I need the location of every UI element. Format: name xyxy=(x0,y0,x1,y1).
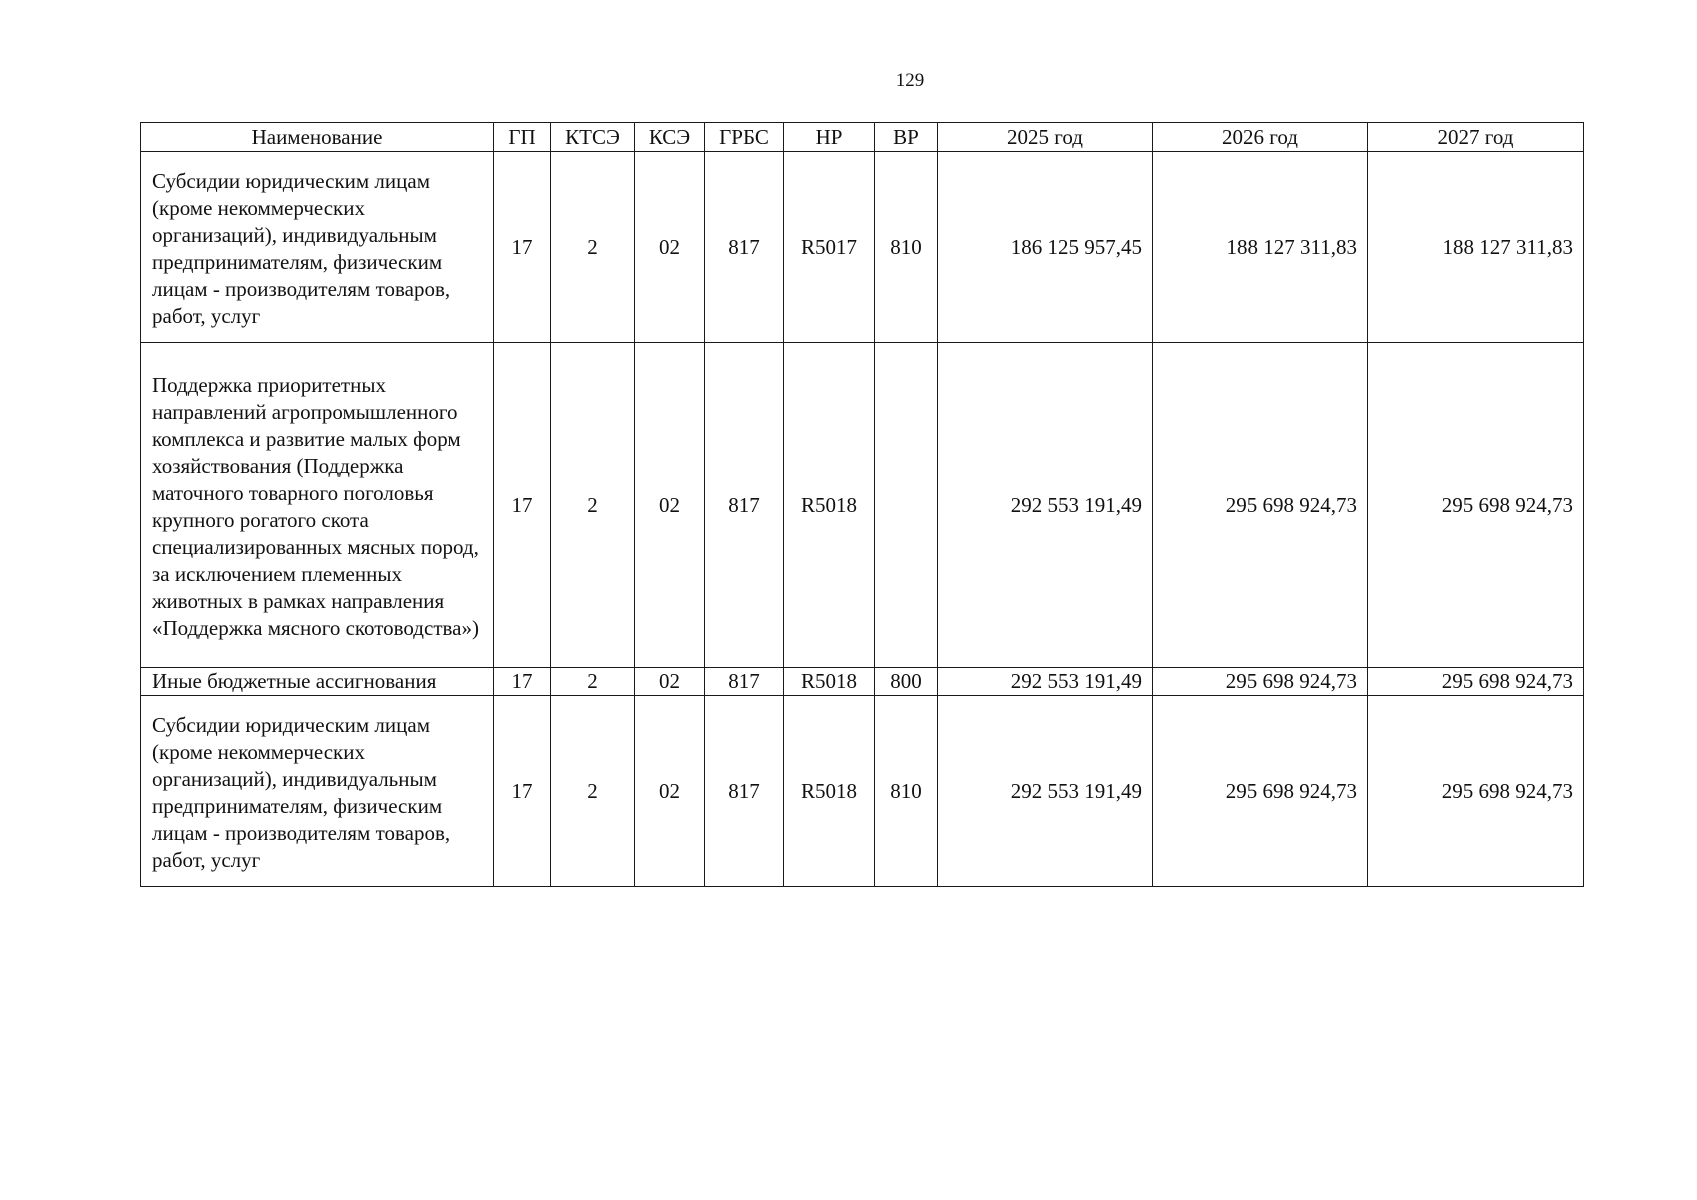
row-vr: 810 xyxy=(875,152,938,343)
row-kse: 02 xyxy=(635,152,705,343)
row-vr: 810 xyxy=(875,696,938,887)
row-name: Субсидии юридическим лицам (кроме некоммерческих организаций), индивидуальным предпринимателям, физическим лицам - производителям товаров, работ, услуг xyxy=(141,696,494,887)
row-2025: 292 553 191,49 xyxy=(938,668,1153,696)
row-name: Иные бюджетные ассигнования xyxy=(141,668,494,696)
row-gp: 17 xyxy=(494,152,551,343)
table-row xyxy=(141,152,1584,343)
row-kse: 02 xyxy=(635,668,705,696)
row-ktse: 2 xyxy=(551,668,635,696)
row-grbs: 817 xyxy=(705,696,784,887)
table-row xyxy=(141,696,1584,887)
row-2027: 295 698 924,73 xyxy=(1368,668,1584,696)
row-2026: 295 698 924,73 xyxy=(1153,343,1368,668)
page-number: 129 xyxy=(895,70,925,91)
header-name: Наименование xyxy=(141,123,494,152)
row-kse: 02 xyxy=(635,343,705,668)
row-ktse: 2 xyxy=(551,696,635,887)
row-2026: 188 127 311,83 xyxy=(1153,152,1368,343)
row-grbs: 817 xyxy=(705,668,784,696)
header-2027: 2027 год xyxy=(1368,123,1584,152)
row-2025: 186 125 957,45 xyxy=(938,152,1153,343)
row-2027: 188 127 311,83 xyxy=(1368,152,1584,343)
row-2025: 292 553 191,49 xyxy=(938,696,1153,887)
row-nr: R5018 xyxy=(784,696,875,887)
row-gp: 17 xyxy=(494,696,551,887)
row-ktse: 2 xyxy=(551,343,635,668)
row-gp: 17 xyxy=(494,343,551,668)
header-vr: ВР xyxy=(875,123,938,152)
row-2027: 295 698 924,73 xyxy=(1368,343,1584,668)
row-grbs: 817 xyxy=(705,152,784,343)
header-nr: НР xyxy=(784,123,875,152)
row-vr: 800 xyxy=(875,668,938,696)
header-2026: 2026 год xyxy=(1153,123,1368,152)
row-nr: R5018 xyxy=(784,343,875,668)
header-ktse: КТСЭ xyxy=(551,123,635,152)
row-2025: 292 553 191,49 xyxy=(938,343,1153,668)
header-kse: КСЭ xyxy=(635,123,705,152)
table-row xyxy=(141,343,1584,668)
row-gp: 17 xyxy=(494,668,551,696)
row-2026: 295 698 924,73 xyxy=(1153,696,1368,887)
row-2027: 295 698 924,73 xyxy=(1368,696,1584,887)
header-grbs: ГРБС xyxy=(705,123,784,152)
budget-table xyxy=(140,122,1584,887)
row-grbs: 817 xyxy=(705,343,784,668)
header-gp: ГП xyxy=(494,123,551,152)
row-nr: R5018 xyxy=(784,668,875,696)
row-ktse: 2 xyxy=(551,152,635,343)
header-2025: 2025 год xyxy=(938,123,1153,152)
header-row xyxy=(141,123,1584,152)
row-name: Поддержка приоритетных направлений агропромышленного комплекса и развитие малых форм хозяйствования (Поддержка маточного товарного поголовья крупного рогатого скота специализированных мясных пород, за исключением племенных животных в рамках направления «Поддержка мясного скотоводства») xyxy=(141,343,494,668)
row-nr: R5017 xyxy=(784,152,875,343)
row-name: Субсидии юридическим лицам (кроме некоммерческих организаций), индивидуальным предпринимателям, физическим лицам - производителям товаров, работ, услуг xyxy=(141,152,494,343)
row-vr xyxy=(875,343,938,668)
row-kse: 02 xyxy=(635,696,705,887)
table-row xyxy=(141,668,1584,696)
row-2026: 295 698 924,73 xyxy=(1153,668,1368,696)
